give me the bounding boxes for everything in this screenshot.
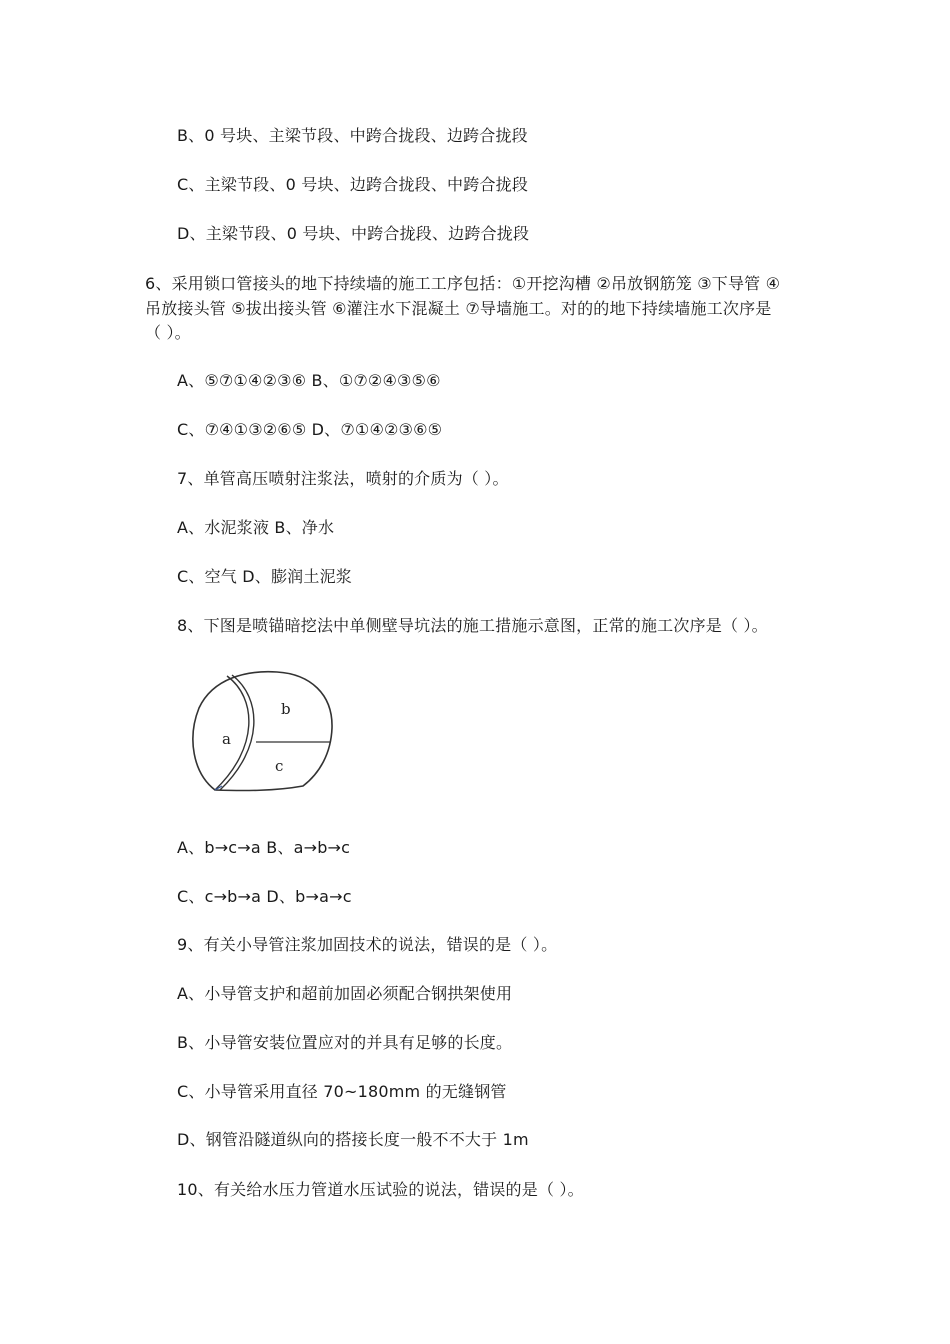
label-part-a: a — [222, 730, 231, 748]
option-c-prev: C、主梁节段、0 号块、边跨合拢段、中跨合拢段 — [177, 175, 529, 194]
option-d-prev: D、主梁节段、0 号块、中跨合拢段、边跨合拢段 — [177, 224, 530, 243]
q8-options-cd: C、c→b→a D、b→a→c — [177, 887, 352, 906]
q6-stem-line1: 6、采用锁口管接头的地下持续墙的施工工序包括：①开挖沟槽 ②吊放钢筋笼 ③下导管 ④ — [145, 274, 781, 293]
q9-option-a: A、小导管支护和超前加固必须配合钢拱架使用 — [177, 984, 513, 1003]
q6-stem-line3: （ ）。 — [145, 323, 191, 342]
option-b-prev: B、0 号块、主梁节段、中跨合拢段、边跨合拢段 — [177, 126, 528, 145]
q8-stem: 8、下图是喷锚暗挖法中单侧壁导坑法的施工措施示意图，正常的施工次序是（ ）。 — [177, 616, 768, 635]
q6-options-cd: C、⑦④①③②⑥⑤ D、⑦①④②③⑥⑤ — [177, 420, 443, 439]
label-part-b: b — [281, 700, 291, 718]
q7-stem: 7、单管高压喷射注浆法，喷射的介质为（ ）。 — [177, 469, 509, 488]
q9-stem: 9、有关小导管注浆加固技术的说法，错误的是（ ）。 — [177, 935, 558, 954]
q9-option-d: D、钢管沿隧道纵向的搭接长度一般不不大于 1m — [177, 1130, 529, 1149]
q10-stem: 10、有关给水压力管道水压试验的说法，错误的是（ ）。 — [177, 1180, 584, 1199]
q8-options-ab: A、b→c→a B、a→b→c — [177, 838, 351, 857]
tunnel-section-diagram — [185, 668, 360, 798]
q6-options-ab: A、⑤⑦①④②③⑥ B、①⑦②④③⑤⑥ — [177, 371, 441, 390]
q9-option-b: B、小导管安装位置应对的并具有足够的长度。 — [177, 1033, 513, 1052]
q6-stem-line2: 吊放接头管 ⑤拔出接头管 ⑥灌注水下混凝土 ⑦导墙施工。对的的地下持续墙施工次序是 — [145, 299, 772, 318]
label-part-c: c — [275, 757, 284, 775]
q9-option-c: C、小导管采用直径 70~180mm 的无缝钢管 — [177, 1082, 507, 1101]
q7-options-ab: A、水泥浆液 B、净水 — [177, 518, 335, 537]
q7-options-cd: C、空气 D、膨润土泥浆 — [177, 567, 352, 586]
